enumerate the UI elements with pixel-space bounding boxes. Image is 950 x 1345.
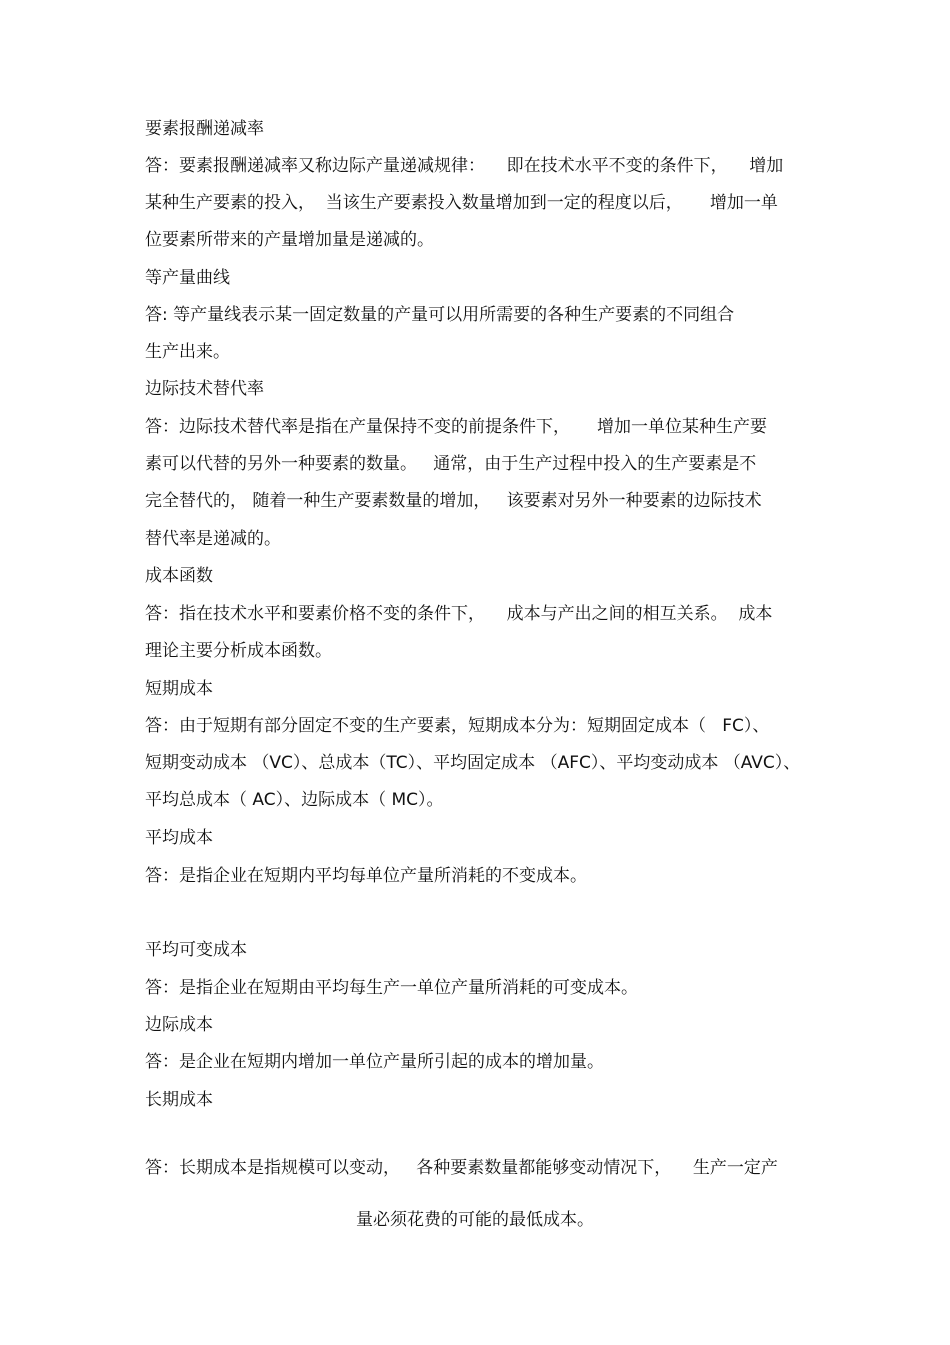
heading-marginal-cost: 边际成本 [145,1015,213,1035]
answer-line: 替代率是递减的。 [145,529,281,549]
answer-line: 位要素所带来的产量增加量是递减的。 [145,230,434,250]
heading-isoquant: 等产量曲线 [145,268,230,288]
answer-line: 某种生产要素的投入， 当该生产要素投入数量增加到一定的程度以后， 增加一单 [145,193,778,213]
heading-short-run-cost: 短期成本 [145,679,213,699]
answer-line: 答: 等产量线表示某一固定数量的产量可以用所需要的各种生产要素的不同组合 [145,305,735,325]
answer-line: 完全替代的， 随着一种生产要素数量的增加， 该要素对另外一种要素的边际技术 [145,491,762,511]
answer-line: 答：要素报酬递减率又称边际产量递减规律： 即在技术水平不变的条件下， 增加 [145,156,784,176]
answer-line: 短期变动成本 （VC）、总成本（TC）、平均固定成本 （AFC）、平均变动成本 （AVC）、 [145,753,801,773]
answer-line: 答：是指企业在短期由平均每生产一单位产量所消耗的可变成本。 [145,978,638,998]
heading-long-run-cost: 长期成本 [145,1090,213,1110]
answer-line: 素可以代替的另外一种要素的数量。 通常，由于生产过程中投入的生产要素是不 [145,454,757,474]
answer-line: 答：是指企业在短期内平均每单位产量所消耗的不变成本。 [145,866,587,886]
heading-factor-diminishing-returns: 要素报酬递减率 [145,119,264,139]
answer-line: 答：是企业在短期内增加一单位产量所引起的成本的增加量。 [145,1052,604,1072]
heading-mrts: 边际技术替代率 [145,379,264,399]
answer-line: 答：由于短期有部分固定不变的生产要素，短期成本分为：短期固定成本（ FC）、 [145,716,770,736]
heading-average-cost: 平均成本 [145,828,213,848]
answer-line: 平均总成本（ AC）、边际成本（ MC）。 [145,790,444,810]
answer-line: 答：指在技术水平和要素价格不变的条件下， 成本与产出之间的相互关系。 成本 [145,604,773,624]
answer-line: 答：边际技术替代率是指在产量保持不变的前提条件下， 增加一单位某种生产要 [145,417,768,437]
answer-line-centered: 量必须花费的可能的最低成本。 [356,1210,594,1230]
answer-line: 理论主要分析成本函数。 [145,641,332,661]
heading-average-variable-cost: 平均可变成本 [145,940,247,960]
answer-line: 答：长期成本是指规模可以变动， 各种要素数量都能够变动情况下， 生产一定产 [145,1158,778,1178]
heading-cost-function: 成本函数 [145,566,213,586]
answer-line: 生产出来。 [145,342,230,362]
